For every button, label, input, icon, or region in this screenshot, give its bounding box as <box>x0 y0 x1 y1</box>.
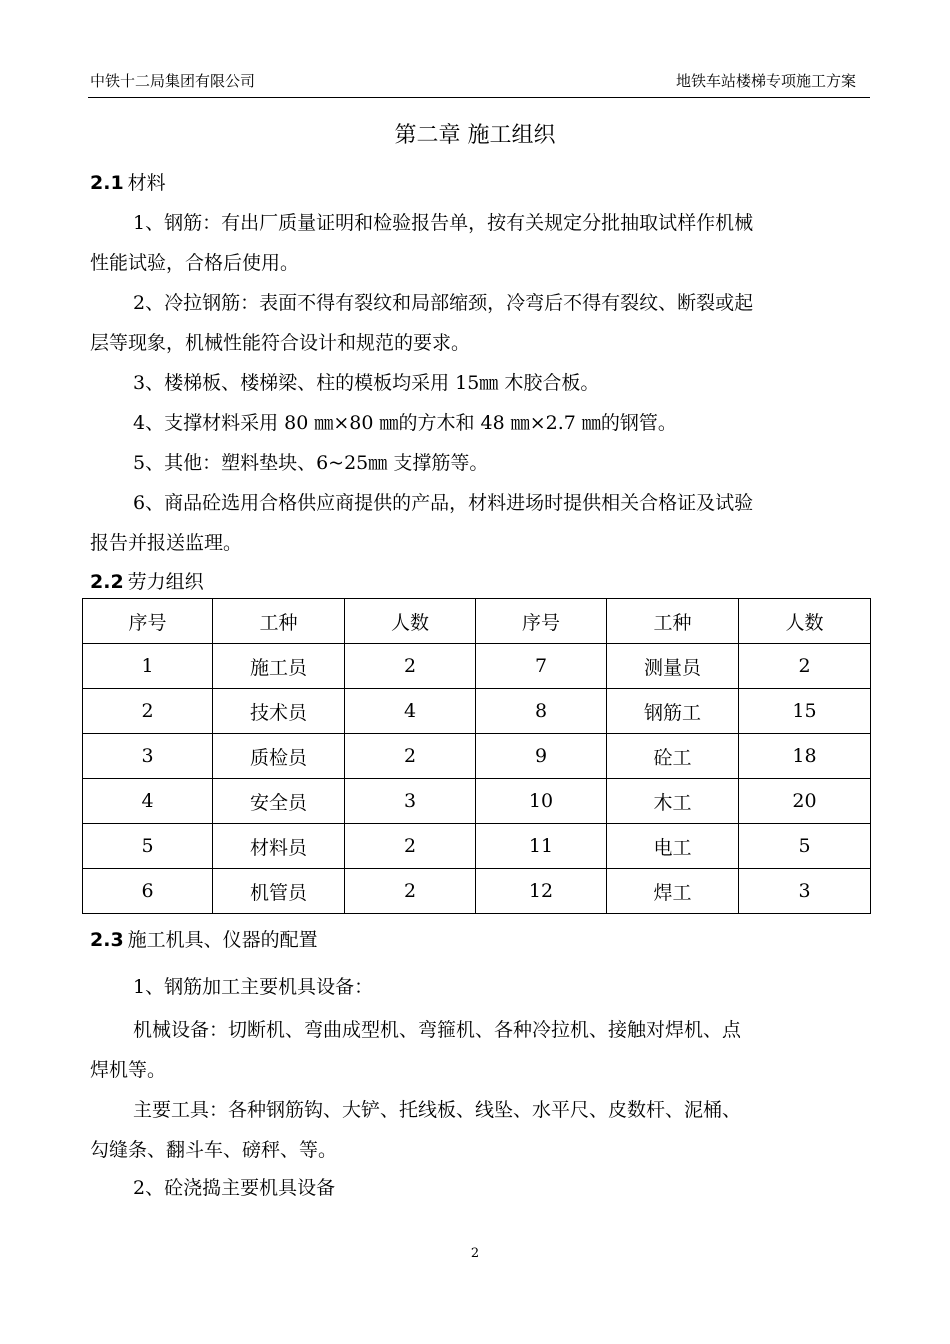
paragraph-line: 1、钢筋：有出厂质量证明和检验报告单，按有关规定分批抽取试样作机械 <box>133 212 754 234</box>
header-cell: 序号 <box>476 599 607 644</box>
table-cell: 4 <box>345 689 476 734</box>
chapter-title: 第二章 施工组织 <box>394 123 556 148</box>
table-row <box>83 689 871 734</box>
table-cell: 6 <box>83 869 213 914</box>
paragraph-line: 层等现象，机械性能符合设计和规范的要求。 <box>90 332 471 354</box>
section-number: 2.2 <box>90 571 124 593</box>
table-cell: 12 <box>476 869 607 914</box>
table-cell: 3 <box>345 779 476 824</box>
header-cell: 工种 <box>213 599 345 644</box>
section-title: 材料 <box>127 172 166 194</box>
table-cell: 2 <box>739 644 871 689</box>
paragraph-line: 勾缝条、翻斗车、磅秤、等。 <box>90 1139 338 1161</box>
table-cell: 2 <box>83 689 213 734</box>
table-cell: 技术员 <box>213 689 345 734</box>
table-cell: 8 <box>476 689 607 734</box>
paragraph-line: 2、冷拉钢筋：表面不得有裂纹和局部缩颈，冷弯后不得有裂纹、断裂或起 <box>133 292 754 314</box>
paragraph-line: 主要工具：各种钢筋钩、大铲、托线板、线坠、水平尺、皮数杆、泥桶、 <box>133 1099 742 1121</box>
section-title: 劳力组织 <box>127 571 204 593</box>
section-2-3-heading <box>90 925 318 952</box>
table-cell: 木工 <box>607 779 739 824</box>
table-cell: 钢筋工 <box>607 689 739 734</box>
table-cell: 机管员 <box>213 869 345 914</box>
table-cell: 2 <box>345 734 476 779</box>
paragraph-line: 1、钢筋加工主要机具设备： <box>133 976 374 998</box>
table-row <box>83 824 871 869</box>
header-cell: 人数 <box>739 599 871 644</box>
page-number: 2 <box>470 1246 480 1261</box>
table-row <box>83 779 871 824</box>
section-2-1-heading <box>90 168 166 195</box>
header-doc-title: 地铁车站楼梯专项施工方案 <box>675 72 856 90</box>
table-cell: 质检员 <box>213 734 345 779</box>
table-cell: 4 <box>83 779 213 824</box>
table-cell: 1 <box>83 644 213 689</box>
table-cell: 材料员 <box>213 824 345 869</box>
table-row <box>83 869 871 914</box>
section-title: 施工机具、仪器的配置 <box>127 929 318 951</box>
table-cell: 2 <box>345 824 476 869</box>
table-cell: 2 <box>345 869 476 914</box>
table-cell: 5 <box>739 824 871 869</box>
table-row <box>83 644 871 689</box>
table-cell: 焊工 <box>607 869 739 914</box>
table-cell: 11 <box>476 824 607 869</box>
header-cell: 人数 <box>345 599 476 644</box>
table-cell: 安全员 <box>213 779 345 824</box>
paragraph-line: 性能试验，合格后使用。 <box>90 252 300 274</box>
table-cell: 施工员 <box>213 644 345 689</box>
table-cell: 3 <box>739 869 871 914</box>
labor-table <box>82 598 871 914</box>
header-company: 中铁十二局集团有限公司 <box>90 72 256 90</box>
table-cell: 20 <box>739 779 871 824</box>
paragraph-line: 5、其他：塑料垫块、6~25㎜ 支撑筋等。 <box>133 452 489 474</box>
table-header-row <box>83 599 871 644</box>
paragraph-line: 报告并报送监理。 <box>90 532 243 554</box>
header-cell: 工种 <box>607 599 739 644</box>
paragraph-line: 机械设备：切断机、弯曲成型机、弯箍机、各种冷拉机、接触对焊机、点 <box>133 1019 742 1041</box>
table-cell: 9 <box>476 734 607 779</box>
table-cell: 7 <box>476 644 607 689</box>
table-cell: 电工 <box>607 824 739 869</box>
table-cell: 测量员 <box>607 644 739 689</box>
header-cell: 序号 <box>83 599 213 644</box>
paragraph-line: 3、楼梯板、楼梯梁、柱的模板均采用 15㎜ 木胶合板。 <box>133 372 600 394</box>
table-row <box>83 734 871 779</box>
table-cell: 10 <box>476 779 607 824</box>
table-cell: 18 <box>739 734 871 779</box>
paragraph-line: 焊机等。 <box>90 1059 167 1081</box>
table-cell: 砼工 <box>607 734 739 779</box>
section-number: 2.1 <box>90 172 124 194</box>
header-divider <box>88 97 870 98</box>
table-cell: 2 <box>345 644 476 689</box>
section-2-2-heading <box>90 567 204 594</box>
paragraph-line: 4、支撑材料采用 80 ㎜×80 ㎜的方木和 48 ㎜×2.7 ㎜的钢管。 <box>133 412 677 434</box>
paragraph-line: 2、砼浇捣主要机具设备 <box>133 1177 336 1199</box>
table-cell: 3 <box>83 734 213 779</box>
table-cell: 15 <box>739 689 871 734</box>
section-number: 2.3 <box>90 929 124 951</box>
paragraph-line: 6、商品砼选用合格供应商提供的产品，材料进场时提供相关合格证及试验 <box>133 492 754 514</box>
table-cell: 5 <box>83 824 213 869</box>
